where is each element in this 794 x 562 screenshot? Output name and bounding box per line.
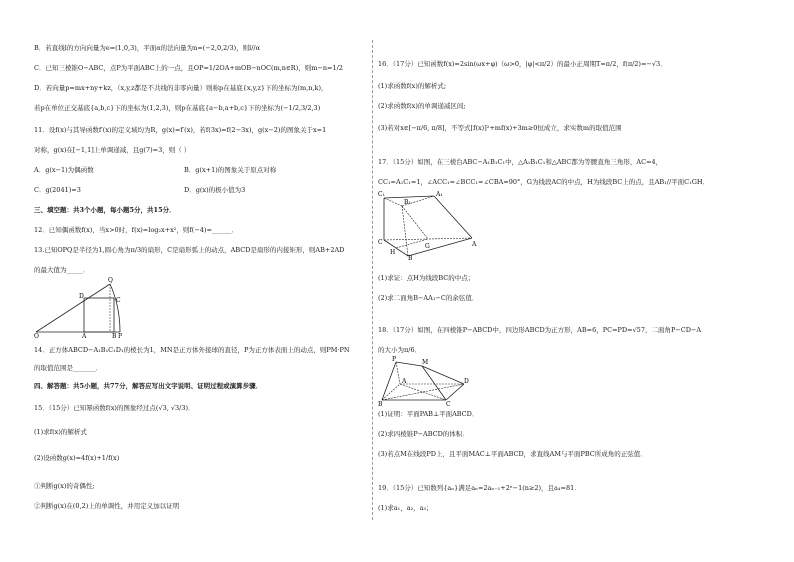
q17-part2: (2)求二面角B−AA₁−C的余弦值． xyxy=(378,294,479,302)
q12-stem: 12．已知偶函数f(x)，当x>0时，f(x)=log₂x+x²，则f(−4)=______． xyxy=(34,226,238,234)
q19-stem: 19．（15分）已知数列{aₙ}满足aₙ=2aₙ₋₁+2ⁿ−1(n≥2)，且a₄=81． xyxy=(378,484,581,492)
fig13-label-b: B xyxy=(112,333,117,340)
fig13-label-d: D xyxy=(79,293,84,300)
fig17-label-a: A xyxy=(472,241,477,248)
q18-part1: (1)证明：平面PAB⊥平面ABCD． xyxy=(378,410,479,418)
q16-stem: 16．（17分）已知函数f(x)=2sin(ωx+φ)（ω>0，|φ|<π/2）的最小正周期T=π/2，f(π/2)=−√3． xyxy=(378,60,667,68)
q14-stem-line2: 的取值范围是_______． xyxy=(34,364,103,372)
fig18-label-d: D xyxy=(464,378,469,385)
fig17-label-c: C xyxy=(378,239,383,246)
fig17-label-c1: C₁ xyxy=(378,191,385,198)
q15-part2b: ②判断g(x)在(0,2)上的单调性，并用定义加以证明 xyxy=(34,502,180,510)
q17-part1: (1)求证：点H为线段BC的中点； xyxy=(378,274,475,282)
q11-option-b: B．g(x+1)的图象关于原点对称 xyxy=(184,166,277,174)
q13-sector-figure xyxy=(34,276,124,340)
fig13-label-p: P xyxy=(118,333,123,340)
q10-option-b: B．若直线l的方向向量为e=(1,0,3)，平面α的法向量为n=(−2,0,2/3)，则l//α xyxy=(34,44,261,52)
fig17-label-h: H xyxy=(390,249,396,256)
q19-part1: (1)求a₁，a₂，a₃； xyxy=(378,504,433,512)
q15-part2a: ①判断g(x)的奇偶性; xyxy=(34,482,95,490)
q11-stem-line1: 11．设f(x)与其导函数f′(x)的定义域均为R，g(x)=f′(x)，若f(3x)=f(2−3x)，g(x−2)的图象关于x=1 xyxy=(34,126,327,134)
fig13-label-c: C xyxy=(116,297,121,304)
q16-part2: (2)求函数f(x)的单调递减区间; xyxy=(378,102,466,110)
q15-part1: (1)求f(x)的解析式 xyxy=(34,428,87,436)
q15-stem: 15．（15分）已知幂函数f(x)的图象经过点(√3, √3/3)． xyxy=(34,404,195,412)
q18-pyramid-figure xyxy=(378,356,468,406)
q17-frustum-figure xyxy=(378,190,478,260)
q11-option-c: C．g(2041)=3 xyxy=(34,186,81,194)
q13-stem-line1: 13.已知OPQ是半径为1,圆心角为π/3的扇形，C是扇形弧上的动点，ABCD是扇形的内接矩形，则AB+2AD xyxy=(34,246,345,254)
q11-option-d: D．g(x)的极小值为3 xyxy=(184,186,246,194)
column-divider xyxy=(372,40,373,520)
q15-part2: (2)设函数g(x)=4f(x)+1/f(x) xyxy=(34,454,120,462)
q17-stem-line2: CC₁=A₁C₁=1，∠ACC₁=∠BCC₁=∠CBA=90°，G为线段AC的中点，H为线段BC上的点，且AB₁//平面C₁GH． xyxy=(378,178,710,186)
fig13-label-a: A xyxy=(82,333,87,340)
section-4-heading: 四、解答题：共5小题，共77分，解答应写出文字说明、证明过程或演算步骤． xyxy=(34,382,263,390)
fig13-label-q: Q xyxy=(108,277,113,284)
fig18-label-c: C xyxy=(446,401,451,408)
q17-stem-line1: 17．（15分）如图，在三棱台ABC−A₁B₁C₁中，△A₁B₁C₁和△ABC都为等腰直角三角形，AC=4， xyxy=(378,158,663,166)
fig18-label-p: P xyxy=(392,356,397,363)
q18-part2: (2)求四棱锥P−ABCD的体积． xyxy=(378,430,469,438)
q11-option-a: A．g(x−1)为偶函数 xyxy=(34,166,94,174)
q16-part3: (3)若对x∈[−π/6, π/8]，不等式[f(x)]²+mf(x)+3m≥0恒成立，求实数m的取值范围 xyxy=(378,124,622,132)
fig18-label-a: A xyxy=(402,378,407,385)
section-3-heading: 三、填空题：共3个小题，每小题5分，共15分． xyxy=(34,206,176,214)
q10-option-c: C．已知三棱锥O−ABC，点P为平面ABC上的一点，且OP=1/2OA+mOB−nOC(m,n∈R)，则m−n=1/2 xyxy=(34,64,343,72)
fig13-label-o: O xyxy=(34,333,39,340)
fig18-label-m: M xyxy=(422,359,429,366)
q10-option-d-line1: D．若向量p=mx+ny+kz，（x,y,z都是不共线的非零向量）则称p在基底{x,y,z}下的坐标为(m,n,k)， xyxy=(34,84,328,92)
fig17-label-b: B xyxy=(408,255,413,262)
q14-stem-line1: 14．正方体ABCD−A₁B₁C₁D₁的棱长为1，MN是正方体外接球的直径，P为正方体表面上的动点，则PM·PN xyxy=(34,346,350,354)
q18-stem-line2: 的大小为π/6． xyxy=(378,346,422,354)
q18-part3: (3)若点M在线段PD上，且平面MAC⊥平面ABCD，求直线AM与平面PBC所成角的正弦值． xyxy=(378,450,647,458)
q10-option-d-line2: 若p在单位正交基底{a,b,c}下的坐标为(1,2,3)，则p在基底{a−b,a+b,c}下的坐标为(−1/2,3/2,3) xyxy=(34,104,321,112)
fig17-label-b1: B₁ xyxy=(404,199,411,206)
q11-stem-line2: 对称，g(x)在[−1,1]上单调递减，且g(7)=3，则（ ） xyxy=(34,146,191,154)
fig18-label-b: B xyxy=(378,401,383,408)
fig17-label-g: G xyxy=(425,243,430,250)
q18-stem-line1: 18．（17分）如图，在四棱锥P−ABCD中，四边形ABCD为正方形，AB=6，PC=PD=√57，二面角P−CD−A xyxy=(378,326,702,334)
fig17-label-a1: A₁ xyxy=(436,191,443,198)
q13-stem-line2: 的最大值为_____． xyxy=(34,266,90,274)
q16-part1: (1)求函数f(x)的解析式; xyxy=(378,82,447,90)
